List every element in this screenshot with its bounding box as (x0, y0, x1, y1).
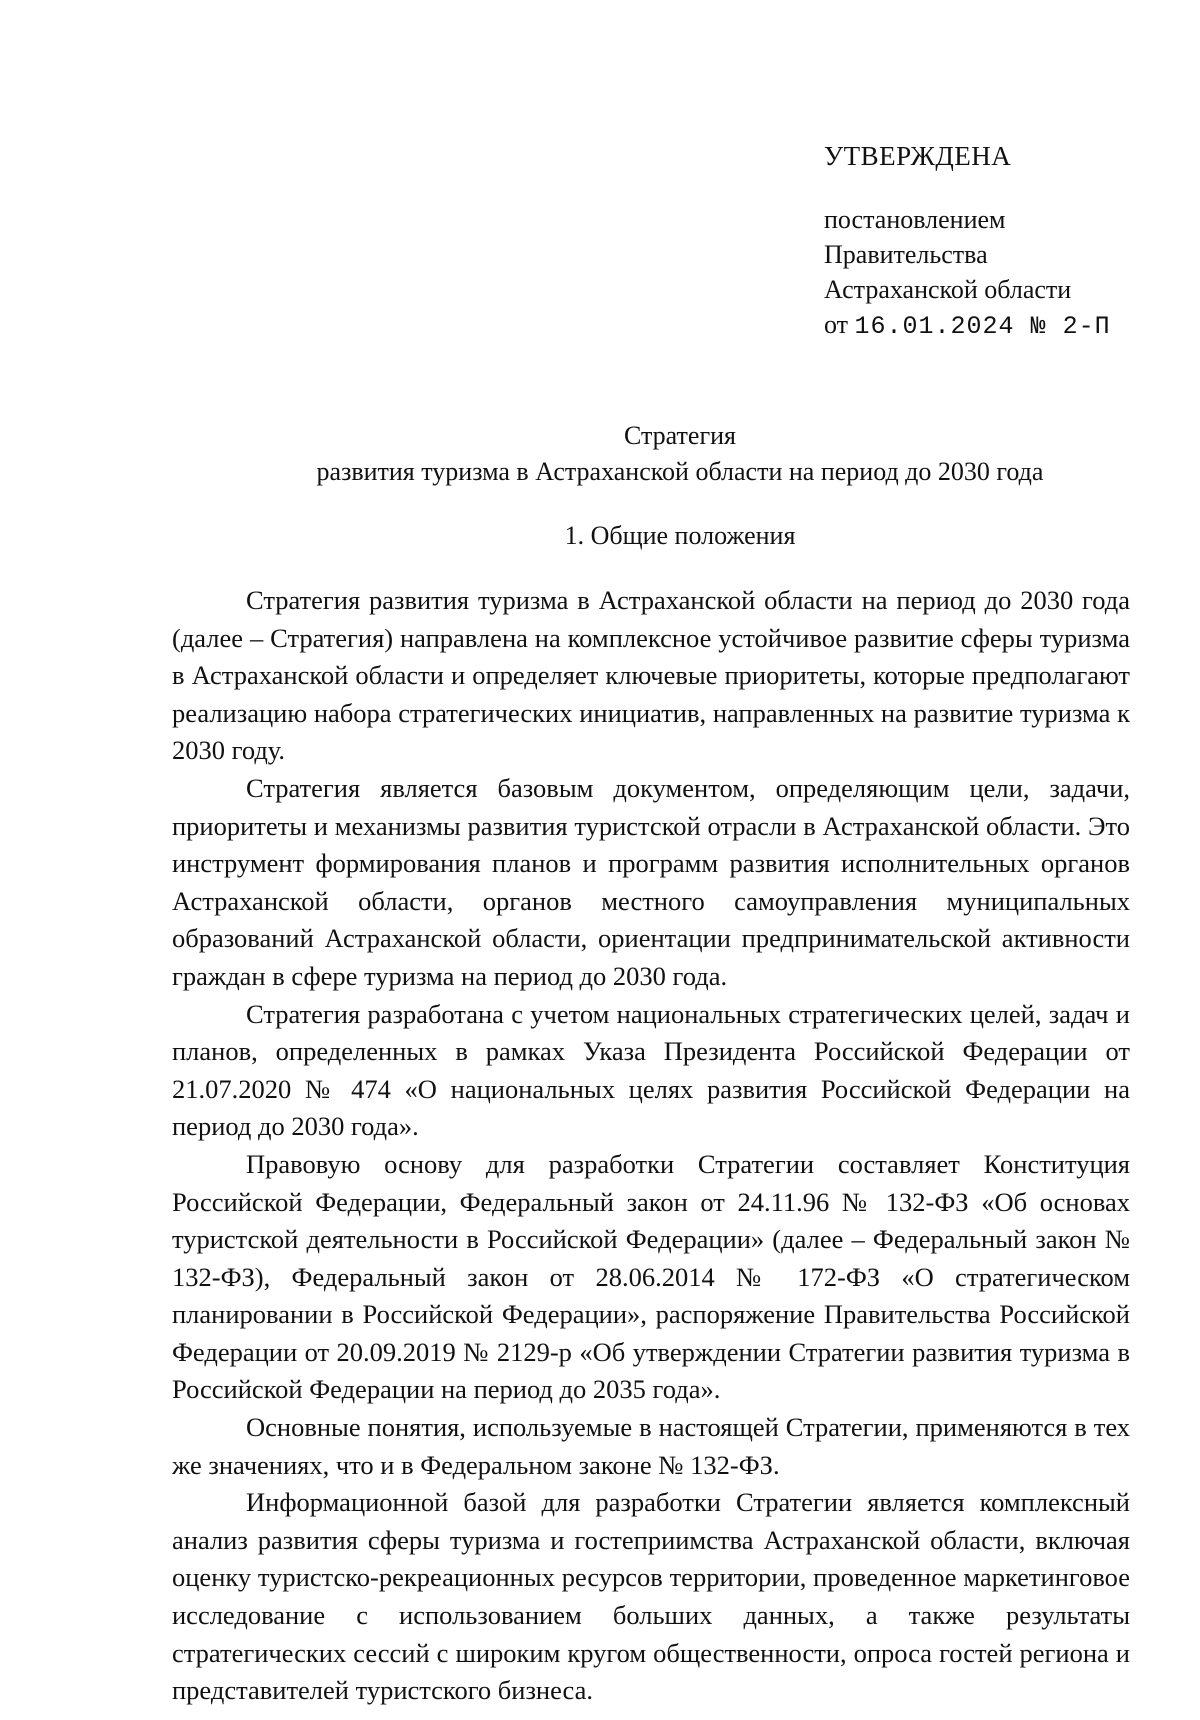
document-body (172, 582, 1130, 1710)
paragraph-1: Стратегия развития туризма в Астраханской области на период до 2030 года (далее – Стратегия) направлена на комплексное устойчивое развитие сферы туризма в Астраханской области и определяет ключевые приоритеты, которые предполагают реализацию набора стратегических инициатив, направленных на развитие туризма к 2030 году. (172, 585, 1130, 766)
paragraph-6: Информационной базой для разработки Стратегии является комплексный анализ развития сферы туризма и гостеприимства Астраханской области, включая оценку туристско-рекреационных ресурсов территории, проведенное маркетинговое исследование с использованием больших данных, а также результаты стратегических сессий с широким кругом общественности, опроса гостей региона и представителей туристского бизнеса. (172, 1487, 1130, 1706)
paragraph-2: Стратегия является базовым документом, определяющим цели, задачи, приоритеты и механизмы развития туристской отрасли в Астраханской области. Это инструмент формирования планов и программ развития исполнительных органов Астраханской области, органов местного самоуправления муниципальных образований Астраханской области, ориентации предпринимательской активности граждан в сфере туризма на период до 2030 года. (172, 772, 1130, 991)
section-heading: 1. Общие положения (564, 521, 796, 550)
paragraph-4: Правовую основу для разработки Стратегии составляет Конституция Российской Федерации, Федеральный закон от 24.11.96 № 132-ФЗ «Об основах туристской деятельности в Российской Федерации» (далее – Федеральный закон № 132-ФЗ), Федеральный закон от 28.06.2014 № 172-ФЗ «О стратегическом планировании в Российской Федерации», распоряжение Правительства Российской Федерации от 20.09.2019 № 2129-р «Об утверждении Стратегии развития туризма в Российской Федерации на период до 2035 года». (172, 1148, 1130, 1405)
paragraph-5: Основные понятия, используемые в настоящей Стратегии, применяются в тех же значениях, что и в Федеральном законе № 132-ФЗ. (172, 1412, 1130, 1480)
document-title-line-2: развития туризма в Астраханской области на период до 2030 года (316, 457, 1044, 486)
approval-date-value: 16.01.2024 № 2-П (854, 312, 1111, 342)
paragraph-3: Стратегия разработана с учетом национальных стратегических целей, задач и планов, определенных в рамках Указа Президента Российской Федерации от 21.07.2020 № 474 «О национальных целях развития Российской Федерации на период до 2030 года». (172, 998, 1130, 1142)
approval-line-3: Астраханской области (824, 275, 1072, 305)
approval-line-2: Правительства (824, 240, 988, 270)
document-title (150, 418, 1200, 490)
approval-stamp (824, 140, 1154, 344)
approval-line-1: постановлением (824, 205, 1006, 235)
approval-date-line (824, 307, 1154, 344)
document-title-line-1: Стратегия (624, 421, 736, 450)
approval-date-prefix: от (824, 310, 849, 340)
approval-title: УТВЕРЖДЕНА (824, 141, 1012, 171)
